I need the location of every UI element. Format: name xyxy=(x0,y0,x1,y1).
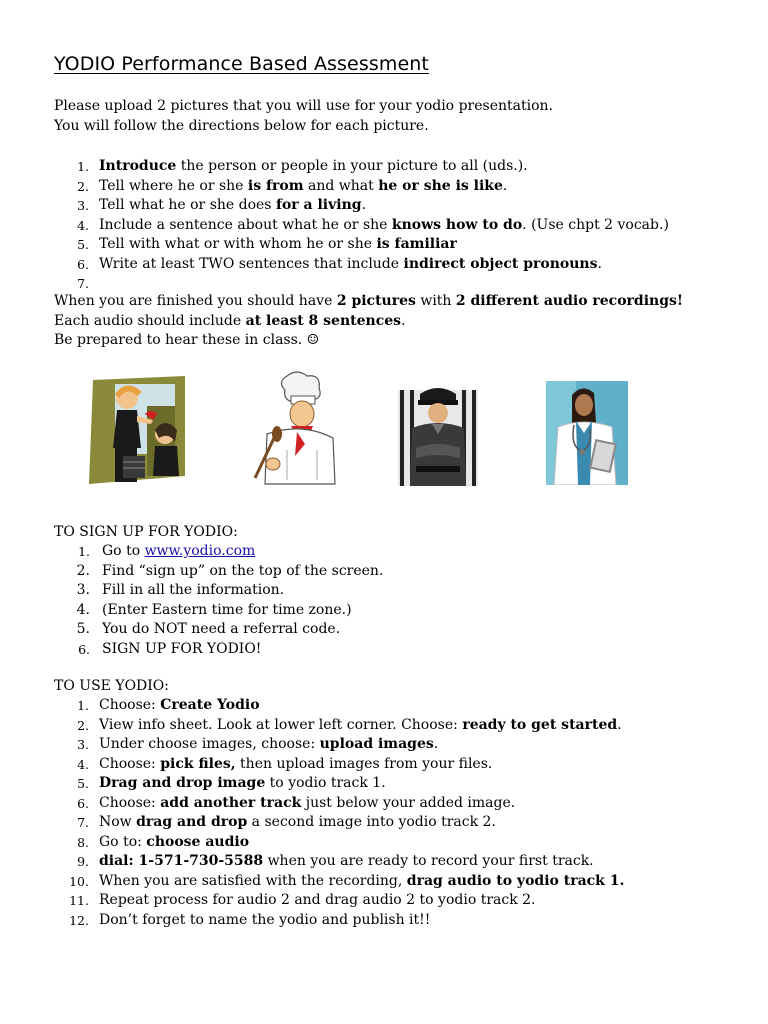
signup-number: 3. xyxy=(76,582,90,598)
signup-number: 6. xyxy=(78,641,90,657)
use-item: Don’t forget to name the yodio and publish it!! xyxy=(99,911,431,928)
chef-image xyxy=(247,370,337,486)
use-number: 7. xyxy=(77,815,89,830)
yodio-link[interactable]: www.yodio.com xyxy=(144,543,256,559)
signup-number: 4. xyxy=(76,601,90,618)
direction-number: 7. xyxy=(77,276,89,291)
direction-item: Include a sentence about what he or she knows how to do. (Use chpt 2 vocab.) xyxy=(99,216,669,233)
use-heading: TO USE YODIO: xyxy=(54,678,169,694)
use-number: 4. xyxy=(77,756,89,772)
signup-number: 5. xyxy=(76,621,90,637)
police-officer-image xyxy=(398,382,478,486)
use-item: When you are satisfied with the recording, drag audio to yodio track 1. xyxy=(99,872,625,889)
finish-line-2: Each audio should include at least 8 sentences. xyxy=(54,313,406,329)
signup-item: Go to www.yodio.com xyxy=(102,543,256,559)
signup-item: Find “sign up” on the top of the screen. xyxy=(102,562,384,579)
use-number: 10. xyxy=(69,873,89,889)
use-item: Go to: choose audio xyxy=(99,833,250,850)
direction-item: Tell what he or she does for a living. xyxy=(99,197,367,213)
direction-number: 5. xyxy=(77,237,89,252)
direction-number: 1. xyxy=(77,159,89,174)
use-item: dial: 1-571-730-5588 when you are ready to record your first track. xyxy=(99,853,594,869)
direction-item: Introduce the person or people in your picture to all (uds.). xyxy=(99,158,528,174)
use-item: Repeat process for audio 2 and drag audio 2 to yodio track 2. xyxy=(99,892,536,908)
signup-item: You do NOT need a referral code. xyxy=(102,621,341,637)
use-item: Now drag and drop a second image into yodio track 2. xyxy=(99,814,496,830)
signup-heading: TO SIGN UP FOR YODIO: xyxy=(54,524,238,540)
use-number: 12. xyxy=(69,912,89,928)
direction-number: 6. xyxy=(77,256,89,272)
signup-item: SIGN UP FOR YODIO! xyxy=(102,640,262,657)
use-number: 6. xyxy=(77,795,89,811)
use-number: 1. xyxy=(77,698,89,713)
direction-item: Tell where he or she is from and what he or she is like. xyxy=(99,177,508,194)
use-number: 11. xyxy=(69,893,89,908)
signup-item: (Enter Eastern time for time zone.) xyxy=(102,601,352,618)
direction-number: 3. xyxy=(77,198,89,213)
use-item: Choose: Create Yodio xyxy=(99,697,260,713)
use-item: Under choose images, choose: upload images. xyxy=(99,736,439,752)
page-title: YODIO Performance Based Assessment xyxy=(54,53,429,75)
use-number: 2. xyxy=(77,717,89,733)
use-item: Drag and drop image to yodio track 1. xyxy=(99,775,386,791)
signup-number: 1. xyxy=(78,544,90,559)
finish-line-1: When you are finished you should have 2 pictures with 2 different audio recordings! xyxy=(54,293,684,309)
direction-item: Write at least TWO sentences that include indirect object pronouns. xyxy=(99,255,602,272)
signup-item: Fill in all the information. xyxy=(102,582,285,598)
signup-number: 2. xyxy=(76,562,90,579)
hairdresser-image xyxy=(87,376,187,486)
doctor-image xyxy=(546,381,628,485)
use-number: 5. xyxy=(77,776,89,791)
intro-line-1: Please upload 2 pictures that you will use for your yodio presentation. xyxy=(54,98,553,114)
finish-line-3: Be prepared to hear these in class. ☺ xyxy=(54,332,320,348)
direction-number: 2. xyxy=(77,178,89,194)
direction-number: 4. xyxy=(77,217,89,233)
direction-item: Tell with what or with whom he or she is familiar xyxy=(99,236,457,252)
use-number: 9. xyxy=(77,854,89,869)
use-number: 3. xyxy=(77,737,89,752)
intro-line-2: You will follow the directions below for each picture. xyxy=(54,118,429,134)
use-number: 8. xyxy=(77,834,89,850)
use-item: Choose: add another track just below your added image. xyxy=(99,794,516,811)
use-item: Choose: pick files, then upload images from your files. xyxy=(99,755,493,772)
use-item: View info sheet. Look at lower left corner. Choose: ready to get started. xyxy=(99,716,622,733)
